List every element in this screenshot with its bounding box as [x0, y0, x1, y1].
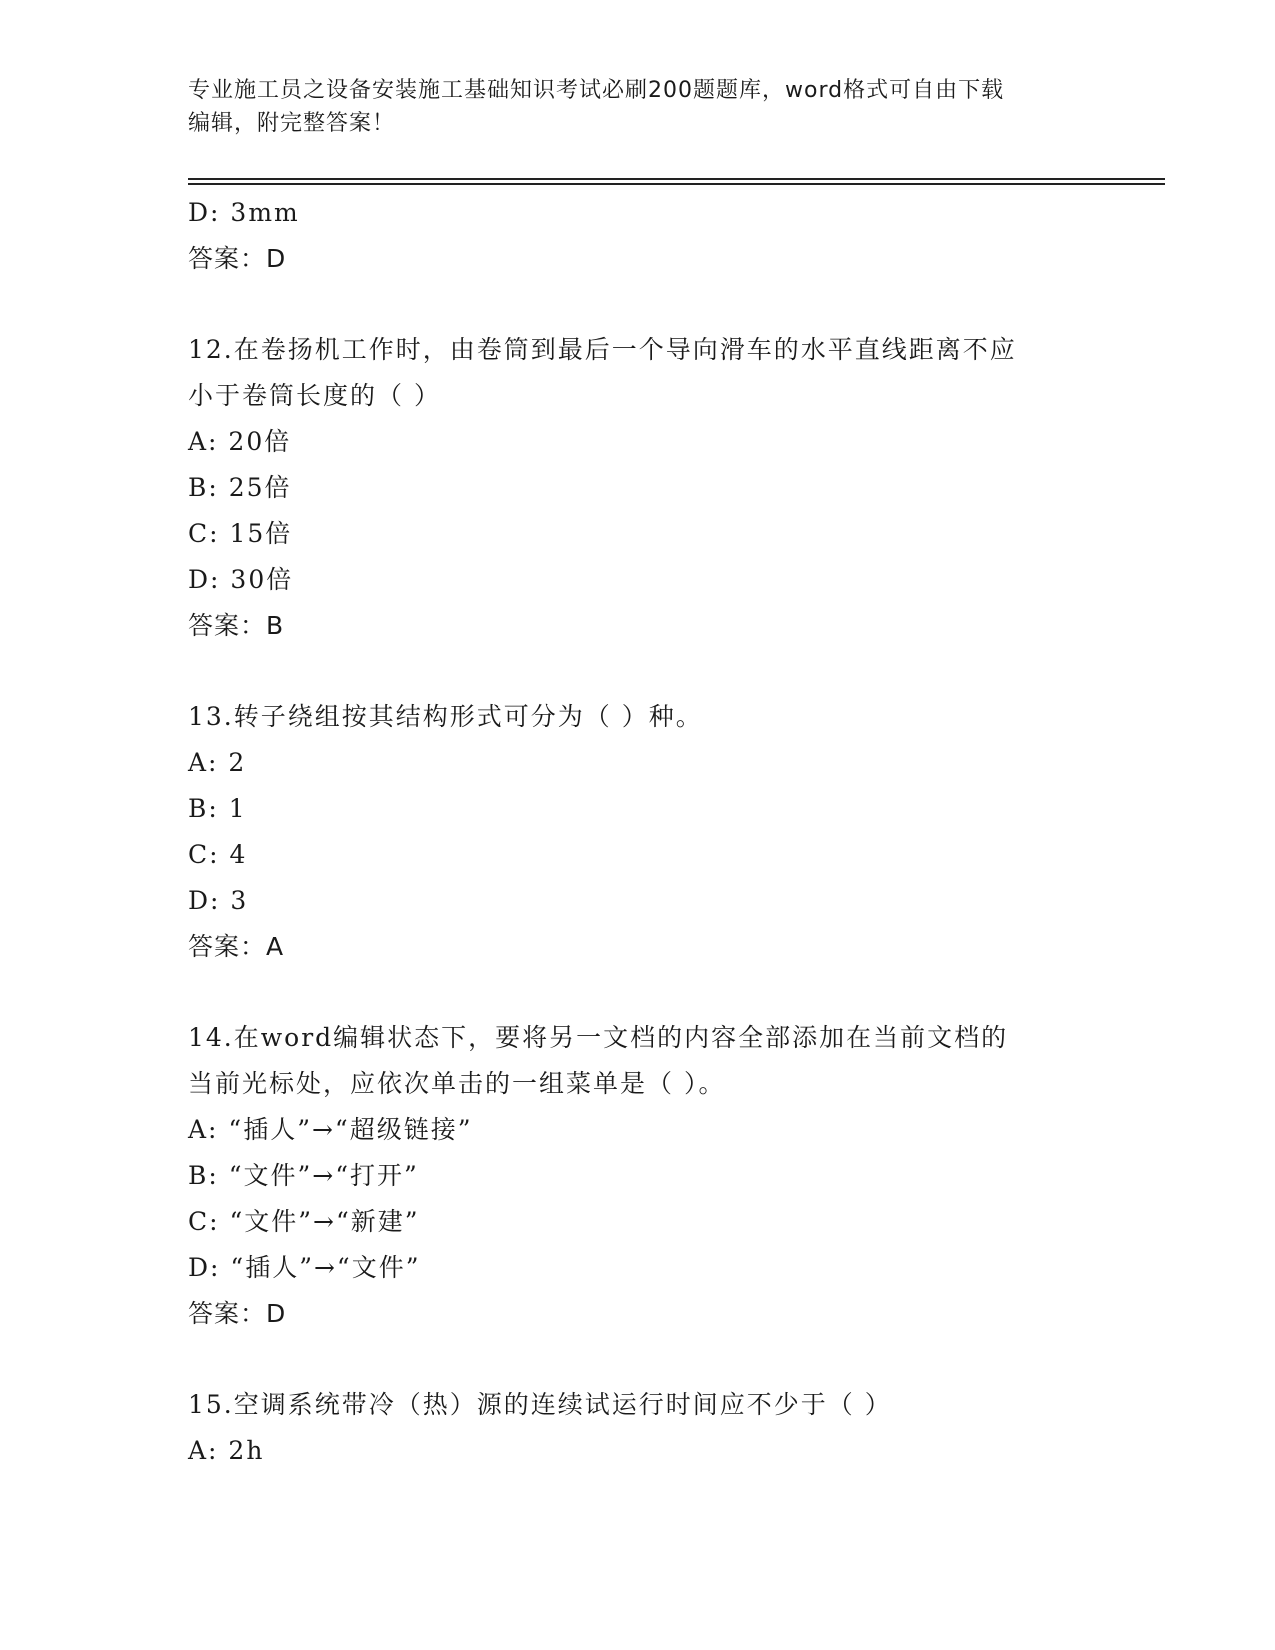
question-stem-line: 14.在word编辑状态下，要将另一文档的内容全部添加在当前文档的 — [188, 1023, 1009, 1052]
question-stem-line: 当前光标处，应依次单击的一组菜单是（ ）。 — [188, 1069, 726, 1098]
option-b: B: 25倍 — [188, 473, 292, 502]
document-body — [188, 190, 1088, 1474]
question-15 — [188, 1382, 1088, 1474]
option-d: D: 30倍 — [188, 565, 294, 594]
question-12 — [188, 327, 1088, 649]
option-c: C: “文件”→“新建” — [188, 1207, 420, 1236]
option-a: A: 20倍 — [188, 427, 292, 456]
option-a: A: 2h — [188, 1436, 265, 1465]
question-stem-line: 小于卷筒长度的（ ） — [188, 381, 441, 410]
option-a: A: “插人”→“超级链接” — [188, 1115, 473, 1144]
answer-line: 答案：A — [188, 932, 285, 961]
question-stem-line: 13.转子绕组按其结构形式可分为（ ）种。 — [188, 702, 703, 731]
option-d: D: 3mm — [188, 198, 300, 227]
header-rule-bottom — [188, 183, 1165, 185]
option-b: B: 1 — [188, 794, 247, 823]
header-line-2: 编辑，附完整答案！ — [188, 111, 396, 136]
option-a: A: 2 — [188, 748, 247, 777]
option-b: B: “文件”→“打开” — [188, 1161, 419, 1190]
option-c: C: 15倍 — [188, 519, 293, 548]
answer-line: 答案：B — [188, 611, 285, 640]
header-line-1: 专业施工员之设备安装施工基础知识考试必刷200题题库，word格式可自由下载 — [188, 78, 1005, 103]
answer-line: 答案：D — [188, 1299, 287, 1328]
option-d: D: 3 — [188, 886, 249, 915]
question-14 — [188, 1015, 1088, 1337]
question-stem-line: 15.空调系统带冷（热）源的连续试运行时间应不少于（ ） — [188, 1390, 892, 1419]
option-c: C: 4 — [188, 840, 248, 869]
question-stem-line: 12.在卷扬机工作时，由卷筒到最后一个导向滑车的水平直线距离不应 — [188, 335, 1017, 364]
header-rule-top — [188, 178, 1165, 180]
document-header — [188, 74, 1068, 140]
answer-line: 答案：D — [188, 244, 287, 273]
option-d: D: “插人”→“文件” — [188, 1253, 421, 1282]
question-13 — [188, 694, 1088, 970]
